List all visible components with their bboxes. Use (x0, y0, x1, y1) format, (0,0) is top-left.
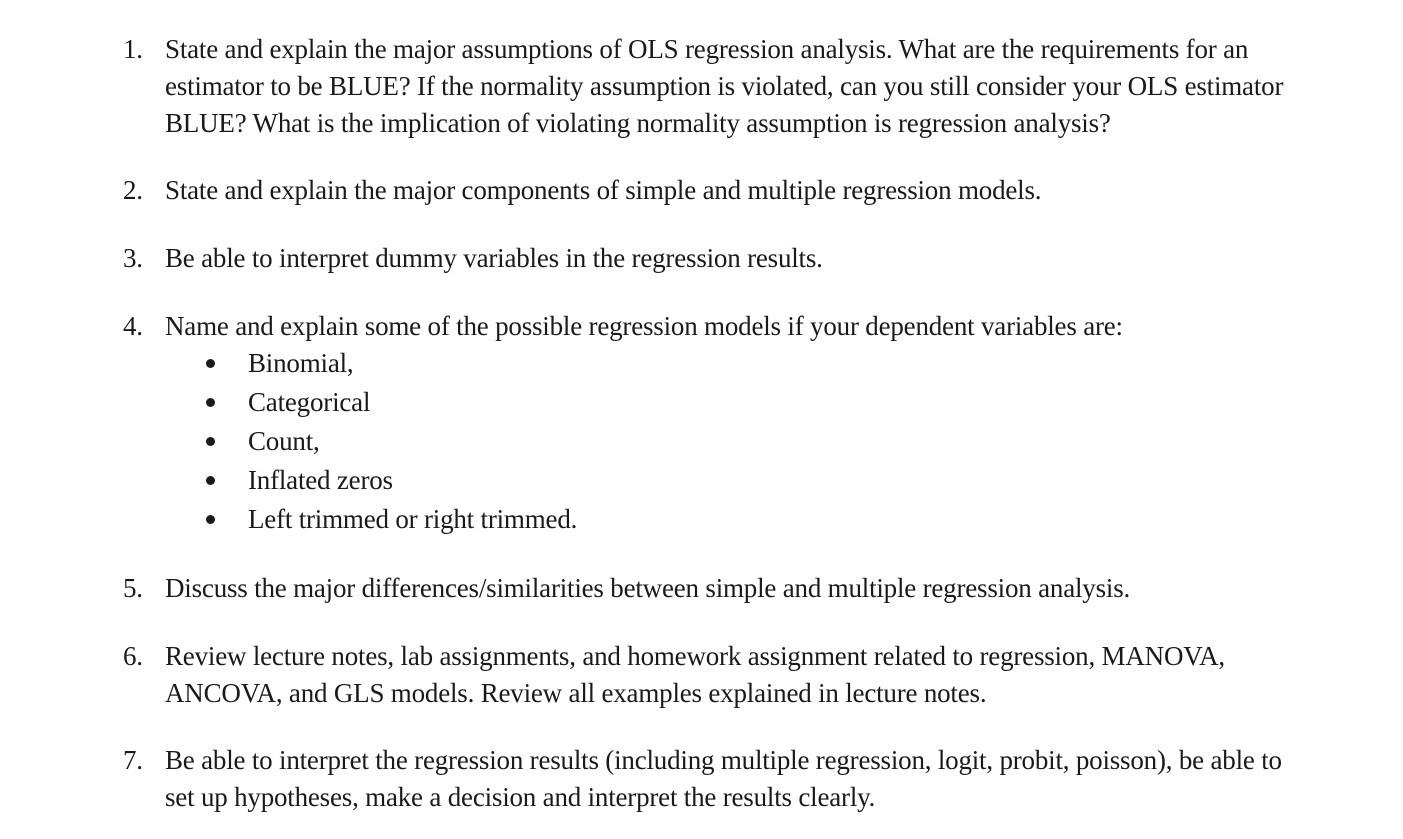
question-text (165, 240, 1340, 277)
question-number: 3. (123, 243, 143, 273)
bullet-icon (206, 476, 215, 485)
bullet-icon (206, 437, 215, 446)
bullet-text: Categorical (248, 387, 371, 417)
question-line: Discuss the major differences/similarities between simple and multiple regression analysis. (165, 573, 1131, 603)
list-item (0, 462, 700, 501)
question-text (165, 308, 1340, 345)
question-line: Be able to interpret dummy variables in the regression results. (165, 243, 823, 273)
list-item (0, 423, 700, 462)
question-line: Review lecture notes, lab assignments, and homework assignment related to regression, MANOVA, (165, 641, 1225, 671)
bullet-icon (206, 398, 215, 407)
question-text (165, 172, 1340, 209)
bullet-list (0, 345, 700, 540)
bullet-text: Inflated zeros (248, 465, 393, 495)
bullet-icon (206, 359, 215, 368)
list-item (0, 501, 700, 540)
question-number: 2. (123, 175, 143, 205)
question-text (165, 570, 1340, 607)
question-number: 7. (123, 745, 143, 775)
question-number: 5. (123, 573, 143, 603)
question-line: Be able to interpret the regression results (including multiple regression, logit, probit, poisson), be able to (165, 745, 1282, 775)
question-line: State and explain the major assumptions of OLS regression analysis. What are the requirements for an (165, 34, 1249, 64)
question-line: BLUE? What is the implication of violating normality assumption is regression analysis? (165, 108, 1111, 138)
question-number: 6. (123, 641, 143, 671)
question-line: State and explain the major components of simple and multiple regression models. (165, 175, 1042, 205)
question-number: 1. (123, 34, 143, 64)
bullet-text: Binomial, (248, 348, 354, 378)
list-item (0, 345, 700, 384)
question-text (165, 31, 1340, 142)
question-line: Name and explain some of the possible regression models if your dependent variables are: (165, 311, 1123, 341)
list-item (0, 384, 700, 423)
question-line: ANCOVA, and GLS models. Review all examples explained in lecture notes. (165, 678, 987, 708)
question-text (165, 742, 1340, 816)
bullet-icon (206, 515, 215, 524)
bullet-text: Count, (248, 426, 320, 456)
question-text (165, 638, 1340, 712)
question-line: estimator to be BLUE? If the normality assumption is violated, can you still consider your OLS estimator (165, 71, 1284, 101)
question-number: 4. (123, 311, 143, 341)
question-line: set up hypotheses, make a decision and interpret the results clearly. (165, 782, 876, 812)
bullet-text: Left trimmed or right trimmed. (248, 504, 578, 534)
